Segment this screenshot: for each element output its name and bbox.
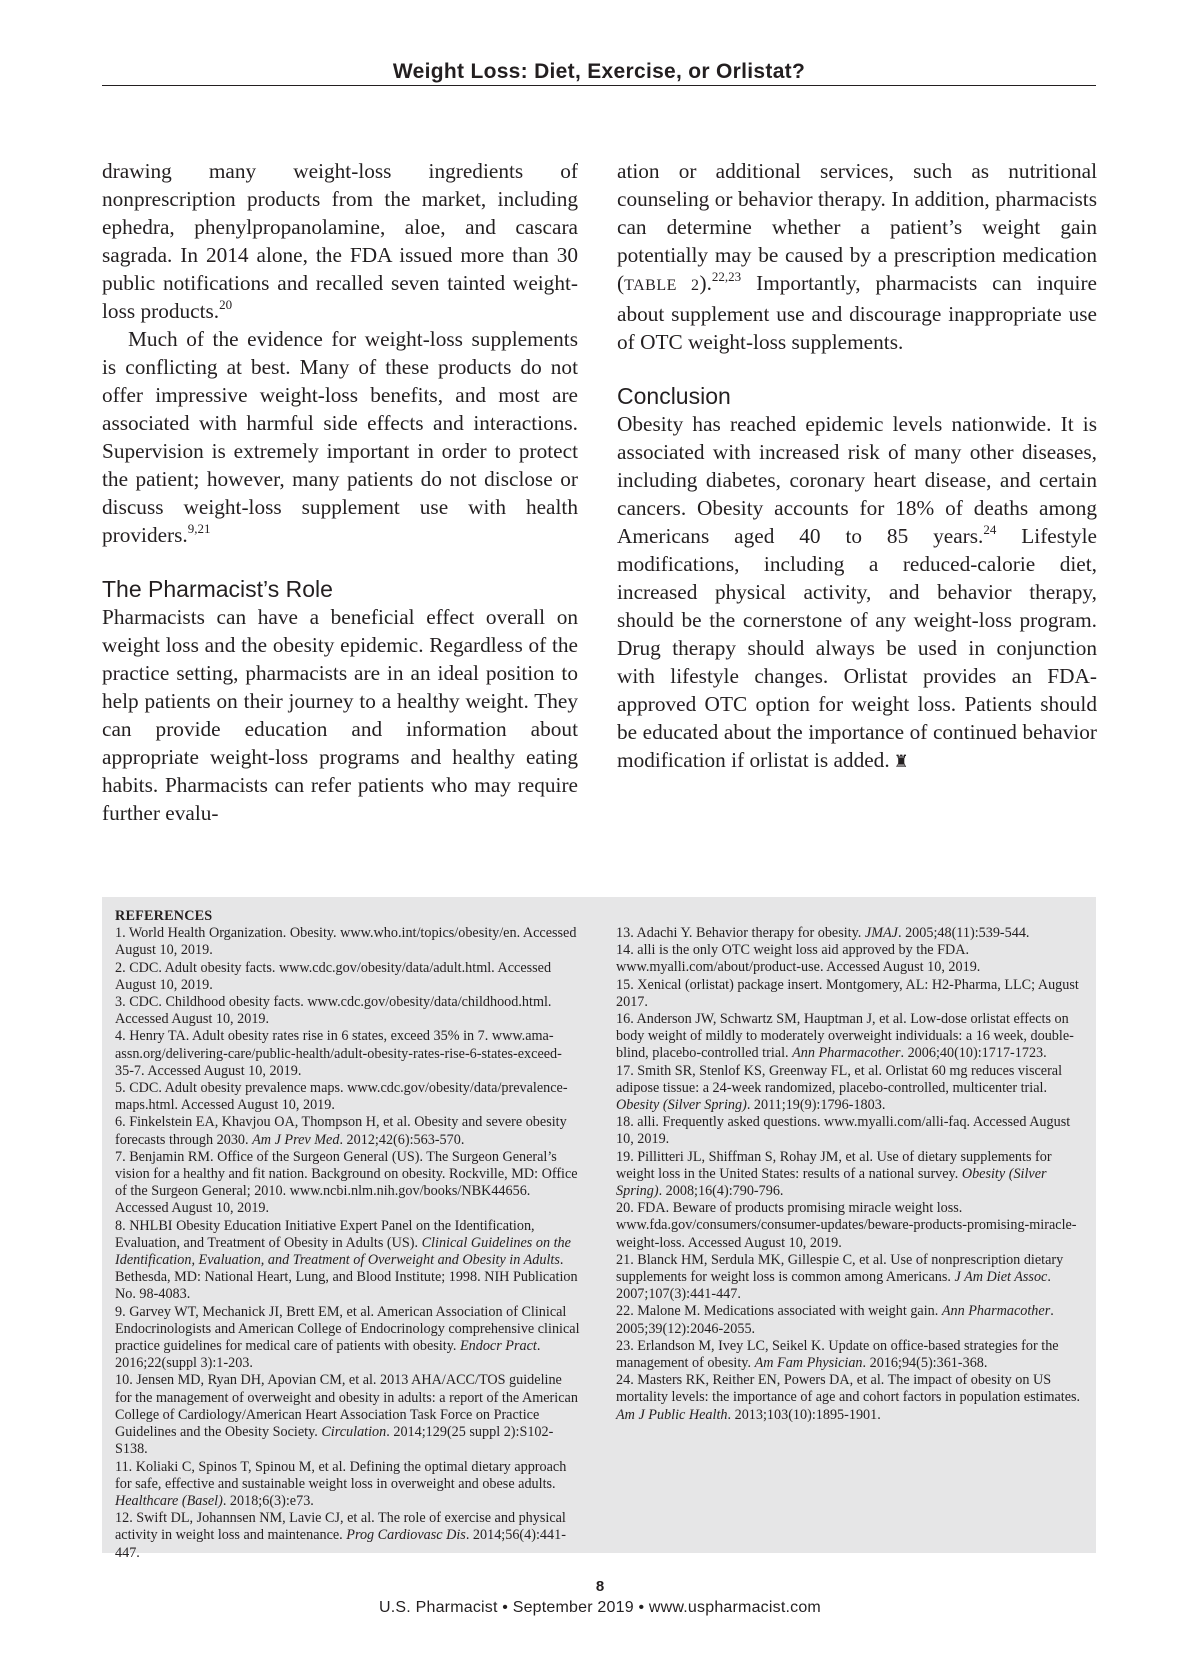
right-column — [617, 157, 1097, 776]
reference-citation: . 2011;19(9):1796-1803. — [746, 1097, 886, 1114]
publication-footer: U.S. Pharmacist • September 2019 • www.uspharmacist.com — [379, 1599, 821, 1616]
reference-citation: . 2007;107(3):441-447. — [616, 1269, 1051, 1303]
reference-item — [115, 1372, 580, 1458]
citation-superscript: 24 — [983, 522, 997, 537]
reference-text: 19. Pillitteri JL, Shiffman S, Rohay JM, et al. Use of dietary supplements for weight loss in the United States: results of a national survey. — [616, 1148, 1052, 1182]
reference-item — [115, 1028, 580, 1080]
paragraph-text: drawing many weight-loss ingredients of nonprescription products from the market, including ephedra, phenylpropanolamine, aloe, and cascara sagrada. In 2014 alone, the FDA issued more than 30 public notifications and recalled seven tainted weight-loss products. — [102, 159, 578, 323]
reference-item — [616, 977, 1081, 1011]
reference-item — [115, 1080, 580, 1114]
spacer — [617, 356, 1097, 382]
reference-text: 7. Benjamin RM. Office of the Surgeon General (US). The Surgeon General’s vision for a healthy and fit nation. Background on obesity. Rockville, MD: Office of the Surgeon General; 2010. www.ncbi.nlm.nih.gov/books/NBK44656. Accessed August 10, 2019. — [115, 1148, 578, 1217]
reference-journal: Obesity (Silver Spring) — [616, 1097, 747, 1114]
reference-item — [115, 1114, 580, 1148]
reference-item — [616, 1252, 1081, 1304]
reference-journal: Circulation — [321, 1424, 387, 1441]
header-rule — [102, 85, 1096, 86]
reference-item — [115, 1149, 580, 1218]
body-paragraph — [102, 157, 578, 325]
reference-text: 22. Malone M. Medications associated with weight gain. — [616, 1303, 942, 1320]
reference-text: 15. Xenical (orlistat) package insert. Montgomery, AL: H2-Pharma, LLC; August 2017. — [616, 976, 1079, 1010]
reference-item — [616, 942, 1081, 976]
reference-citation: . 2012;42(6):563-570. — [339, 1131, 465, 1148]
body-paragraph — [617, 410, 1097, 776]
reference-journal: Endocr Pract — [459, 1338, 537, 1355]
reference-item — [115, 960, 580, 994]
reference-text: 17. Smith SR, Stenlof KS, Greenway FL, et al. Orlistat 60 mg reduces visceral adipose tissue: a 24-week randomized, placebo-controlled, multicenter trial. — [616, 1062, 1063, 1096]
reference-item — [616, 1114, 1081, 1148]
citation-superscript: 9,21 — [187, 521, 211, 536]
citation-superscript: 22,23 — [711, 269, 742, 284]
reference-citation: . 2005;39(12):2046-2055. — [616, 1303, 1054, 1337]
body-paragraph — [102, 325, 578, 549]
running-header-title: Weight Loss: Diet, Exercise, or Orlistat? — [392, 60, 806, 83]
reference-citation: . 2016;22(suppl 3):1-203. — [115, 1338, 541, 1372]
reference-journal: Prog Cardiovasc Dis — [346, 1527, 466, 1544]
body-paragraph — [617, 157, 1097, 356]
reference-item — [616, 1200, 1081, 1252]
reference-journal: Am J Public Health — [616, 1406, 728, 1423]
reference-citation: . 2006;40(10):1717-1723. — [900, 1045, 1047, 1062]
reference-item — [115, 1218, 580, 1304]
end-of-article-icon: ♜ — [893, 752, 909, 771]
reference-text: 5. CDC. Adult obesity prevalence maps. www.cdc.gov/obesity/data/prevalence-maps.html. Accessed August 10, 2019. — [115, 1080, 568, 1114]
page-number: 8 — [595, 1578, 605, 1595]
reference-text: 6. Finkelstein EA, Khavjou OA, Thompson H, et al. Obesity and severe obesity forecasts through 2030. — [115, 1114, 567, 1148]
reference-citation: . Bethesda, MD: National Heart, Lung, and Blood Institute; 1998. NIH Publication No. 98-4083. — [115, 1252, 578, 1303]
reference-text: 16. Anderson JW, Schwartz SM, Hauptman J, et al. Low-dose orlistat effects on body weight of mildly to moderately overweight individuals: a 16 week, double-blind, placebo-controlled trial. — [616, 1011, 1074, 1062]
reference-citation: . 2016;94(5):361-368. — [862, 1355, 988, 1372]
paragraph-text: Obesity has reached epidemic levels nationwide. It is associated with increased risk of many other diseases, including diabetes, coronary heart disease, and certain cancers. Obesity accounts for 18% of deaths among Americans aged 40 to 85 years. — [617, 412, 1097, 548]
section-heading-pharmacists-role: The Pharmacist’s Role — [102, 576, 333, 602]
reference-text: 10. Jensen MD, Ryan DH, Apovian CM, et al. 2013 AHA/ACC/TOS guideline for the management of overweight and obesity in adults: a report of the American College of Cardiology/American Heart Association Task Force on Practice Guidelines and the Obesity Society. — [115, 1372, 578, 1441]
reference-journal: Am Fam Physician — [754, 1355, 863, 1372]
citation-superscript: 20 — [219, 297, 233, 312]
paragraph-text: ). — [699, 271, 712, 295]
reference-text: 2. CDC. Adult obesity facts. www.cdc.gov/obesity/data/adult.html. Accessed August 10, 2019. — [115, 959, 552, 993]
reference-text: 24. Masters RK, Reither EN, Powers DA, et al. The impact of obesity on US mortality levels: the importance of age and cohort factors in population estimates. — [616, 1372, 1081, 1406]
reference-item — [115, 1459, 580, 1511]
reference-text: 23. Erlandson M, Ivey LC, Seikel K. Update on office-based strategies for the management of obesity. — [616, 1337, 1059, 1372]
reference-journal: Clinical Guidelines on the Identification, Evaluation, and Treatment of Overweight and Obesity in Adults — [115, 1234, 571, 1269]
reference-text: 9. Garvey WT, Mechanick JI, Brett EM, et al. American Association of Clinical Endocrinologists and American College of Endocrinology comprehensive clinical practice guidelines for medical care of patients with obesity. — [115, 1303, 580, 1355]
reference-journal: Obesity (Silver Spring) — [616, 1165, 1047, 1200]
reference-text: 12. Swift DL, Johannsen NM, Lavie CJ, et al. The role of exercise and physical activity in weight loss and maintenance. — [115, 1510, 566, 1544]
reference-item — [115, 1304, 580, 1373]
reference-citation: . 2005;48(11):539-544. — [897, 925, 1030, 941]
paragraph-text: Importantly, pharmacists can inquire about supplement use and discourage inappropriate use of OTC weight-loss supplements. — [617, 271, 1098, 354]
paragraph-text: Lifestyle modifications, including a reduced-calorie diet, increased physical activity, and behavior therapy, should be the cornerstone of any weight-loss program. Drug therapy should always be used in conjunction with lifestyle changes. Orlistat provides an FDA-approved OTC option for weight loss. Patients should be educated about the importance of continued behavior modification if orlistat is added. — [617, 524, 1097, 772]
reference-text: 3. CDC. Childhood obesity facts. www.cdc.gov/obesity/data/childhood.html. Accessed August 10, 2019. — [115, 994, 552, 1028]
reference-text: 18. alli. Frequently asked questions. www.myalli.com/alli-faq. Accessed August 10, 2019. — [616, 1114, 1071, 1148]
reference-text: 13. Adachi Y. Behavior therapy for obesity. — [616, 925, 865, 941]
reference-item — [115, 1510, 580, 1562]
reference-journal: J Am Diet Assoc — [954, 1269, 1048, 1286]
reference-item — [115, 994, 580, 1028]
reference-journal: JMAJ — [864, 925, 898, 941]
left-column — [102, 157, 578, 827]
reference-citation: . 2008;16(4):790-796. — [658, 1183, 784, 1200]
section-heading-conclusion: Conclusion — [617, 383, 731, 409]
body-paragraph: Pharmacists can have a beneficial effect overall on weight loss and the obesity epidemic. Regardless of the practice setting, pharmacists are in an ideal position to help patients on their journey to a healthy weight. They can provide education and information about appropriate weight-loss programs and healthy eating habits. Pharmacists can refer patients who may require further evalu- — [102, 605, 578, 825]
reference-item — [616, 1303, 1081, 1337]
reference-item — [616, 1372, 1081, 1424]
paragraph-text: Much of the evidence for weight-loss supplements is conflicting at best. Many of these products do not offer impressive weight-loss benefits, and most are associated with harmful side effects and interactions. Supervision is extremely important in order to protect the patient; however, many patients do not disclose or discuss weight-loss supplement use with health providers. — [102, 327, 578, 547]
reference-item — [616, 925, 1081, 942]
reference-item — [616, 1011, 1081, 1063]
reference-text: 14. alli is the only OTC weight loss aid approved by the FDA. www.myalli.com/about/product-use. Accessed August 10, 2019. — [616, 942, 981, 976]
reference-item — [616, 1338, 1081, 1372]
references-heading: REFERENCES — [115, 908, 213, 924]
reference-text: 21. Blanck HM, Serdula MK, Gillespie C, et al. Use of nonprescription dietary supplements for weight loss is common among Americans. — [616, 1251, 1064, 1286]
reference-text: 11. Koliaki C, Spinos T, Spinou M, et al. Defining the optimal dietary approach for safe, effective and sustainable weight loss in overweight and obese adults. — [115, 1458, 567, 1492]
reference-citation: . 2013;103(10):1895-1901. — [727, 1406, 881, 1423]
reference-item — [616, 1149, 1081, 1201]
reference-item — [115, 925, 580, 959]
reference-journal: Am J Prev Med — [252, 1131, 340, 1148]
table-reference: TABLE 2 — [624, 277, 700, 294]
reference-text: 1. World Health Organization. Obesity. www.who.int/topics/obesity/en. Accessed August 10, 2019. — [115, 925, 577, 959]
references-box — [102, 897, 1096, 1561]
spacer — [102, 549, 578, 575]
reference-citation: . 2014;129(25 suppl 2):S102-S138. — [115, 1424, 554, 1458]
reference-text: 20. FDA. Beware of products promising miracle weight loss. www.fda.gov/consumers/consumer-updates/beware-products-promising-miracle-weight-loss. Accessed August 10, 2019. — [616, 1200, 1077, 1251]
references-right-column — [616, 925, 1081, 1424]
reference-journal: Ann Pharmacother — [792, 1045, 901, 1062]
reference-text: 8. NHLBI Obesity Education Initiative Expert Panel on the Identification, Evaluation, and Treatment of Obesity in Adults (US). — [115, 1217, 535, 1251]
reference-item — [616, 1063, 1081, 1115]
references-left-column — [115, 908, 580, 1562]
reference-citation: . 2014;56(4):441-447. — [115, 1527, 566, 1561]
reference-journal: Ann Pharmacother — [941, 1303, 1051, 1320]
reference-citation: . 2018;6(3):e73. — [222, 1492, 314, 1509]
reference-journal: Healthcare (Basel) — [115, 1492, 223, 1509]
paragraph-text: ation or additional services, such as nutritional counseling or behavior therapy. In addition, pharmacists can determine whether a patient’s weight gain potentially may be caused by a prescription medication ( — [617, 159, 1097, 295]
reference-text: 4. Henry TA. Adult obesity rates rise in 6 states, exceed 35% in 7. www.ama-assn.org/delivering-care/public-health/adult-obesity-rates-rise-6-states-exceed-35-7. Accessed August 10, 2019. — [115, 1028, 562, 1079]
